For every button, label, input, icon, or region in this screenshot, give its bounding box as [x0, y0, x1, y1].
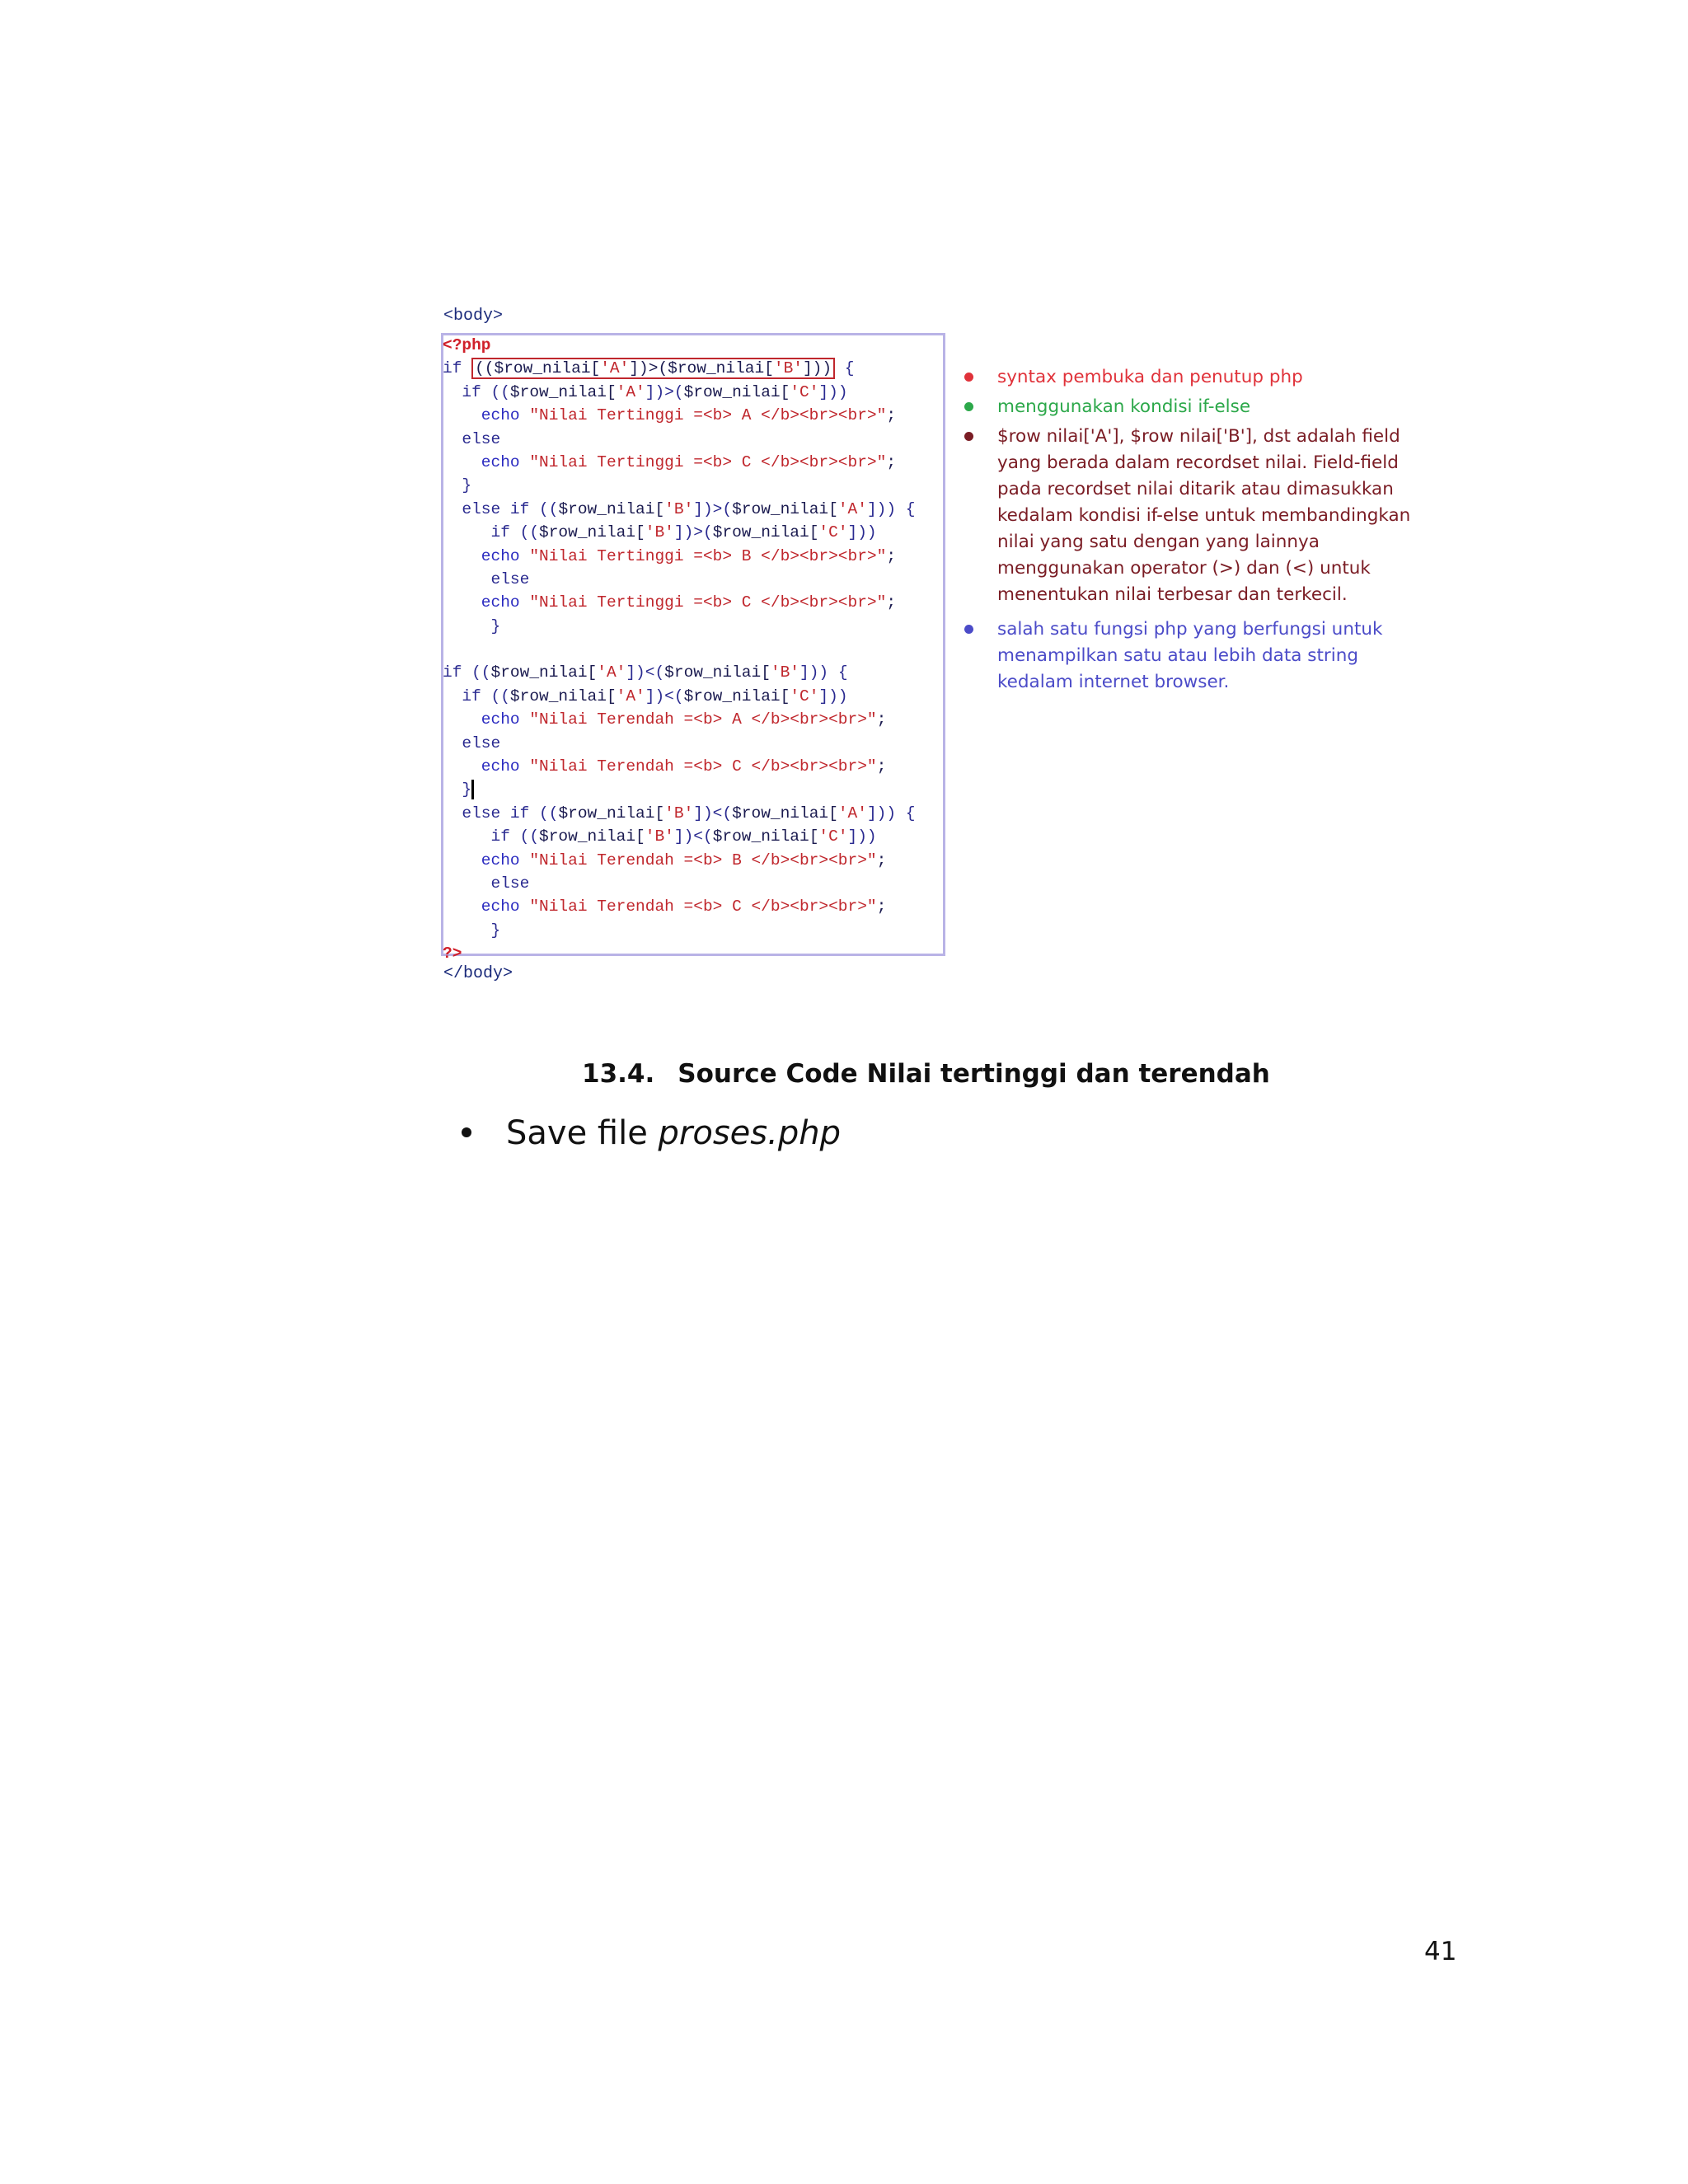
code-token: "Nilai Tertinggi =<b> B </b><br><br>": [529, 546, 887, 565]
code-line: [443, 708, 915, 731]
code-token: ])<(: [645, 687, 684, 705]
code-token: if ((: [443, 523, 540, 542]
code-token: ;: [876, 757, 887, 776]
note-text: syntax pembuka dan penutup php: [997, 367, 1303, 387]
code-token: }: [443, 780, 472, 799]
red-bullet-icon: [964, 373, 973, 382]
code-line: [443, 802, 915, 825]
note-text: salah satu fungsi php yang berfungsi untuk menampilkan satu atau lebih data string kedalam internet browser.: [997, 619, 1383, 692]
code-token: "Nilai Tertinggi =<b> C </b><br><br>": [529, 593, 887, 612]
code-token: 'A': [616, 382, 645, 401]
blue-bullet-icon: [964, 625, 973, 634]
code-token: $row_nilai[: [712, 523, 819, 542]
code-token: $row_nilai[: [490, 663, 598, 682]
code-token: }: [443, 921, 501, 940]
code-line: [443, 685, 915, 708]
code-line: [443, 428, 915, 451]
code-token: echo: [443, 851, 530, 869]
code-token: ;: [886, 406, 897, 425]
code-line: [443, 849, 915, 872]
code-token: 'A': [837, 499, 867, 518]
note-echo: [956, 616, 1434, 696]
code-token: 'A': [600, 359, 630, 378]
code-token: $row_nilai[: [558, 804, 665, 823]
code-token: $row_nilai[: [509, 687, 617, 705]
code-line: [443, 825, 915, 848]
code-token: $row_nilai[: [683, 382, 790, 401]
code-token: 'B': [664, 499, 694, 518]
code-token: else: [443, 569, 530, 588]
code-line: [443, 474, 915, 497]
code-line: [443, 498, 915, 521]
code-token: {: [835, 359, 855, 378]
code-token: if ((: [443, 827, 540, 846]
code-token: $row_nilai[: [712, 827, 819, 846]
code-token: else if ((: [443, 499, 559, 518]
code-line: [443, 591, 915, 614]
code-token: $row_nilai[: [732, 499, 838, 518]
note-php-tags: [956, 364, 1434, 391]
code-token: if ((: [443, 382, 510, 401]
code-token: ;: [876, 898, 887, 916]
code-line: [443, 521, 915, 544]
code-token: ;: [886, 593, 897, 612]
code-token: $row_nilai[: [539, 827, 645, 846]
code-token: echo: [443, 593, 530, 612]
code-token: echo: [443, 406, 530, 425]
code-line: [443, 895, 915, 918]
code-token: 'A': [597, 663, 626, 682]
code-line: [443, 872, 915, 895]
code-token: ])): [802, 359, 832, 378]
code-token: "Nilai Terendah =<b> C </b><br><br>": [529, 898, 877, 916]
code-token: else: [443, 874, 530, 893]
text-cursor: [471, 780, 474, 799]
code-token: ])>($row_nilai[: [629, 359, 774, 378]
code-token: $row_nilai[: [683, 687, 790, 705]
code-line: [443, 545, 915, 568]
bullet-item: [462, 1114, 841, 1152]
code-token: ;: [876, 851, 887, 869]
code-token: ])) {: [799, 663, 848, 682]
code-token: 'A': [837, 804, 867, 823]
code-token: else: [443, 429, 501, 448]
bullet-icon: [462, 1127, 471, 1137]
code-token: $row_nilai[: [732, 804, 838, 823]
code-token: ;: [886, 452, 897, 471]
code-token: ])<(: [693, 804, 733, 823]
code-token: 'C': [790, 382, 819, 401]
code-line: [443, 568, 915, 591]
code-token: 'C': [790, 687, 819, 705]
code-token: $row_nilai[: [558, 499, 665, 518]
code-token: else if ((: [443, 804, 559, 823]
code-lines: [443, 334, 915, 966]
code-line: [443, 334, 915, 357]
code-token: echo: [443, 452, 530, 471]
code-token: (($row_nilai[: [475, 359, 601, 378]
note-text: $row nilai['A'], $row nilai['B'], dst adalah field yang berada dalam recordset nilai. Field-field pada recordset nilai ditarik atau dimasukkan kedalam kondisi if-else untuk membandingkan nilai yang satu dengan yang lainnya menggunakan operator (>) dan (<) untuk menentukan nilai terbesar dan terkecil.: [997, 426, 1411, 605]
figure-caption: [582, 1059, 1270, 1089]
code-token: 'B': [664, 804, 694, 823]
code-token: $row_nilai[: [539, 523, 645, 542]
code-token: echo: [443, 710, 530, 729]
code-line: [443, 404, 915, 427]
code-token: "Nilai Terendah =<b> B </b><br><br>": [529, 851, 877, 869]
code-figure: [437, 307, 1434, 991]
code-token: echo: [443, 898, 530, 916]
body-close-tag: </body>: [443, 964, 513, 983]
code-token: "Nilai Tertinggi =<b> A </b><br><br>": [529, 406, 887, 425]
code-token: ?>: [443, 944, 462, 963]
code-token: ;: [876, 710, 887, 729]
code-line: [443, 732, 915, 755]
code-token: "Nilai Terendah =<b> C </b><br><br>": [529, 757, 877, 776]
highlighted-condition: [471, 358, 835, 379]
code-token: echo: [443, 546, 530, 565]
code-token: ])>(: [673, 523, 713, 542]
code-line: [443, 615, 915, 638]
code-token: ])<(: [673, 827, 713, 846]
code-token: if ((: [443, 663, 491, 682]
code-line: [443, 661, 915, 684]
green-bullet-icon: [964, 402, 973, 411]
code-token: ])<(: [626, 663, 665, 682]
note-if-else: [956, 394, 1434, 420]
code-token: else: [443, 733, 501, 752]
caption-text: Source Code Nilai tertinggi dan terendah: [678, 1059, 1270, 1089]
caption-number: 13.4.: [582, 1059, 655, 1089]
code-token: 'A': [616, 687, 645, 705]
code-token: ])) {: [866, 499, 916, 518]
code-token: ])>(: [693, 499, 733, 518]
body-open-tag: <body>: [443, 307, 504, 326]
code-token: $row_nilai[: [664, 663, 771, 682]
code-token: }: [443, 616, 501, 635]
code-token: ;: [886, 546, 897, 565]
code-token: <?php: [443, 336, 491, 354]
code-line: [443, 755, 915, 778]
code-token: 'B': [645, 523, 674, 542]
code-token: if: [443, 359, 472, 378]
code-token: ])): [847, 523, 877, 542]
code-token: ])>(: [645, 382, 684, 401]
bullet-prefix: Save file: [506, 1114, 659, 1152]
page-number: 41: [1424, 1937, 1457, 1966]
code-token: ])): [818, 687, 848, 705]
code-line: [443, 381, 915, 404]
code-token: echo: [443, 757, 530, 776]
code-line: [443, 638, 915, 661]
code-line: [443, 357, 915, 380]
annotation-legend: [956, 364, 1434, 699]
code-token: 'B': [770, 663, 800, 682]
code-line: [443, 919, 915, 942]
code-token: 'C': [818, 827, 848, 846]
code-token: }: [443, 476, 472, 495]
code-token: if ((: [443, 687, 510, 705]
code-token: "Nilai Tertinggi =<b> C </b><br><br>": [529, 452, 887, 471]
code-token: ])) {: [866, 804, 916, 823]
note-fields: [956, 424, 1434, 608]
dark-red-bullet-icon: [964, 432, 973, 441]
code-token: 'C': [818, 523, 848, 542]
code-token: "Nilai Terendah =<b> A </b><br><br>": [529, 710, 877, 729]
code-line: [443, 778, 915, 801]
code-token: 'B': [645, 827, 674, 846]
code-line: [443, 942, 915, 965]
bullet-filename: proses.php: [658, 1114, 841, 1152]
code-token: ])): [847, 827, 877, 846]
code-token: $row_nilai[: [509, 382, 617, 401]
note-text: menggunakan kondisi if-else: [997, 396, 1251, 417]
code-token: ])): [818, 382, 848, 401]
code-line: [443, 451, 915, 474]
code-token: 'B': [773, 359, 803, 378]
